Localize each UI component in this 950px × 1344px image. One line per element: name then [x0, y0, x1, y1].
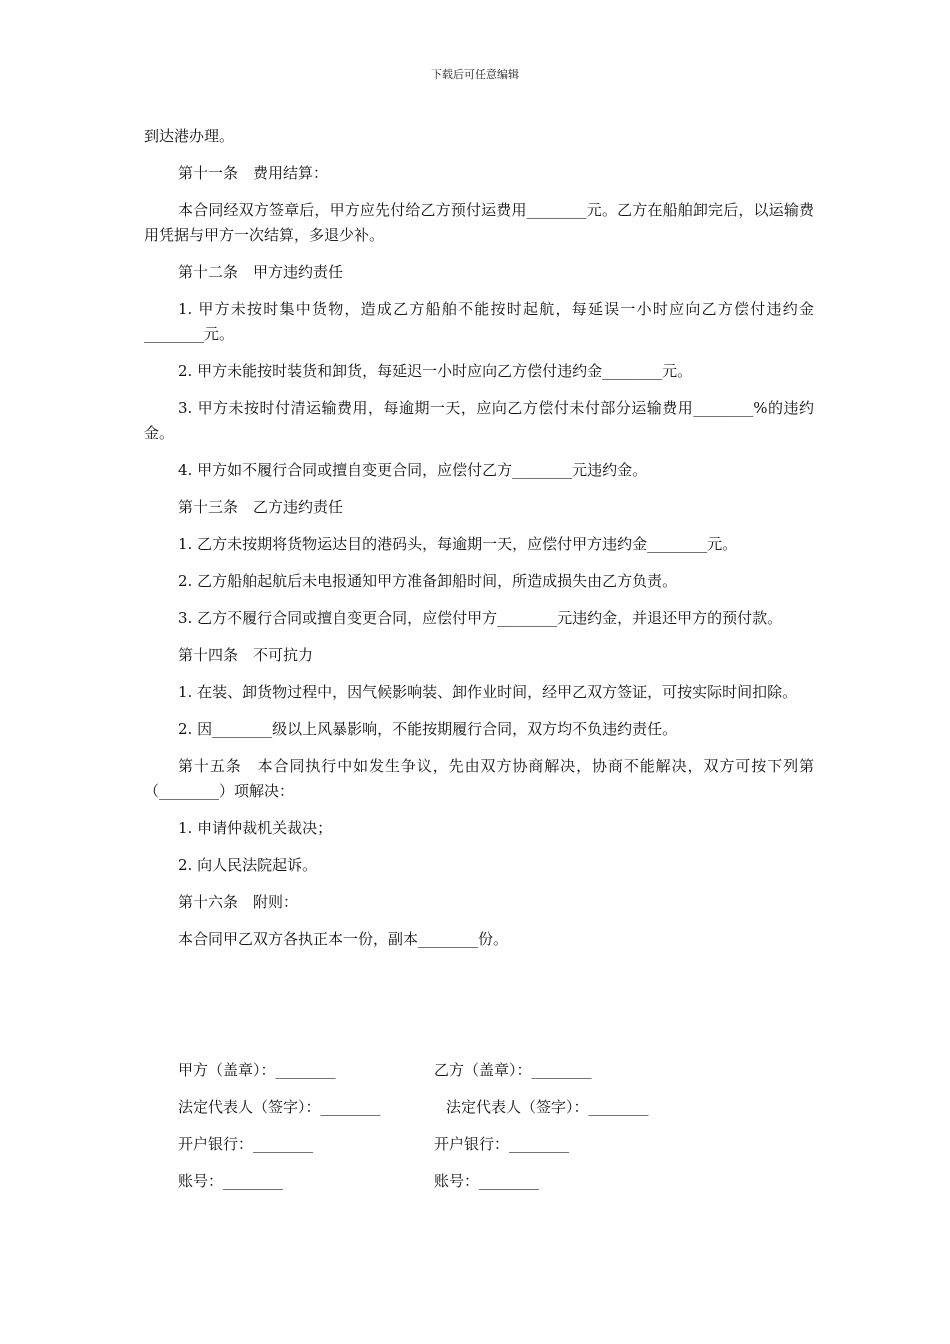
- signature-block: [178, 1058, 798, 1206]
- article-heading: 第十三条 乙方违约责任: [178, 498, 344, 516]
- article-heading: 第十一条 费用结算：: [178, 164, 329, 182]
- party-a-account: 账号：________: [178, 1172, 284, 1190]
- clause: 2. 因________级以上风暴影响，不能按期履行合同，双方均不负违约责任。: [178, 720, 678, 738]
- party-a-seal: 甲方（盖章）：________: [178, 1061, 336, 1079]
- paragraph: 到达港办理。: [144, 127, 235, 145]
- article-heading: 第十四条 不可抗力: [178, 646, 314, 664]
- signature-row: [178, 1169, 798, 1206]
- signature-row: [178, 1058, 798, 1095]
- signature-row: [178, 1132, 798, 1169]
- clause: 3. 乙方不履行合同或擅自变更合同，应偿付甲方________元违约金，并退还甲方的预付款。: [178, 609, 783, 627]
- clause: 1. 在装、卸货物过程中，因气候影响装、卸作业时间，经甲乙双方签证，可按实际时间扣除。: [178, 683, 798, 701]
- clause: 1. 申请仲裁机关裁决；: [178, 819, 333, 837]
- article-heading: 第十六条 附则：: [178, 893, 299, 911]
- page-header: 下载后可任意编辑: [431, 68, 519, 81]
- article-heading: 第十五条 本合同执行中如发生争议，先由双方协商解决，协商不能解决，双方可按下列第（________）项解决：: [144, 757, 814, 800]
- party-b-bank: 开户银行：________: [434, 1135, 570, 1153]
- party-b-account: 账号：________: [434, 1172, 540, 1190]
- party-a-bank: 开户银行：________: [178, 1135, 314, 1153]
- clause: 4. 甲方如不履行合同或擅自变更合同，应偿付乙方________元违约金。: [178, 461, 648, 479]
- clause: 1. 甲方未按时集中货物，造成乙方船舶不能按时起航，每延误一小时应向乙方偿付违约金________元。: [144, 300, 814, 343]
- article-heading: 第十二条 甲方违约责任: [178, 263, 344, 281]
- paragraph: 本合同甲乙双方各执正本一份，副本________份。: [178, 930, 509, 948]
- clause: 1. 乙方未按期将货物运达目的港码头，每逾期一天，应偿付甲方违约金________元。: [178, 535, 738, 553]
- clause: 2. 向人民法院起诉。: [178, 856, 318, 874]
- party-b-seal: 乙方（盖章）：________: [434, 1061, 592, 1079]
- signature-row: [178, 1095, 798, 1132]
- party-b-representative: 法定代表人（签字）：________: [446, 1098, 649, 1116]
- contract-body: [144, 124, 814, 964]
- party-a-representative: 法定代表人（签字）：________: [178, 1098, 381, 1116]
- clause: 3. 甲方未按时付清运输费用，每逾期一天，应向乙方偿付未付部分运输费用________%的违约金。: [144, 399, 814, 442]
- clause: 2. 乙方船舶起航后未电报通知甲方准备卸船时间，所造成损失由乙方负责。: [178, 572, 678, 590]
- clause: 2. 甲方未能按时装货和卸货，每延迟一小时应向乙方偿付违约金________元。: [178, 362, 693, 380]
- paragraph: 本合同经双方签章后，甲方应先付给乙方预付运费用________元。乙方在船舶卸完后，以运输费用凭据与甲方一次结算，多退少补。: [144, 201, 814, 244]
